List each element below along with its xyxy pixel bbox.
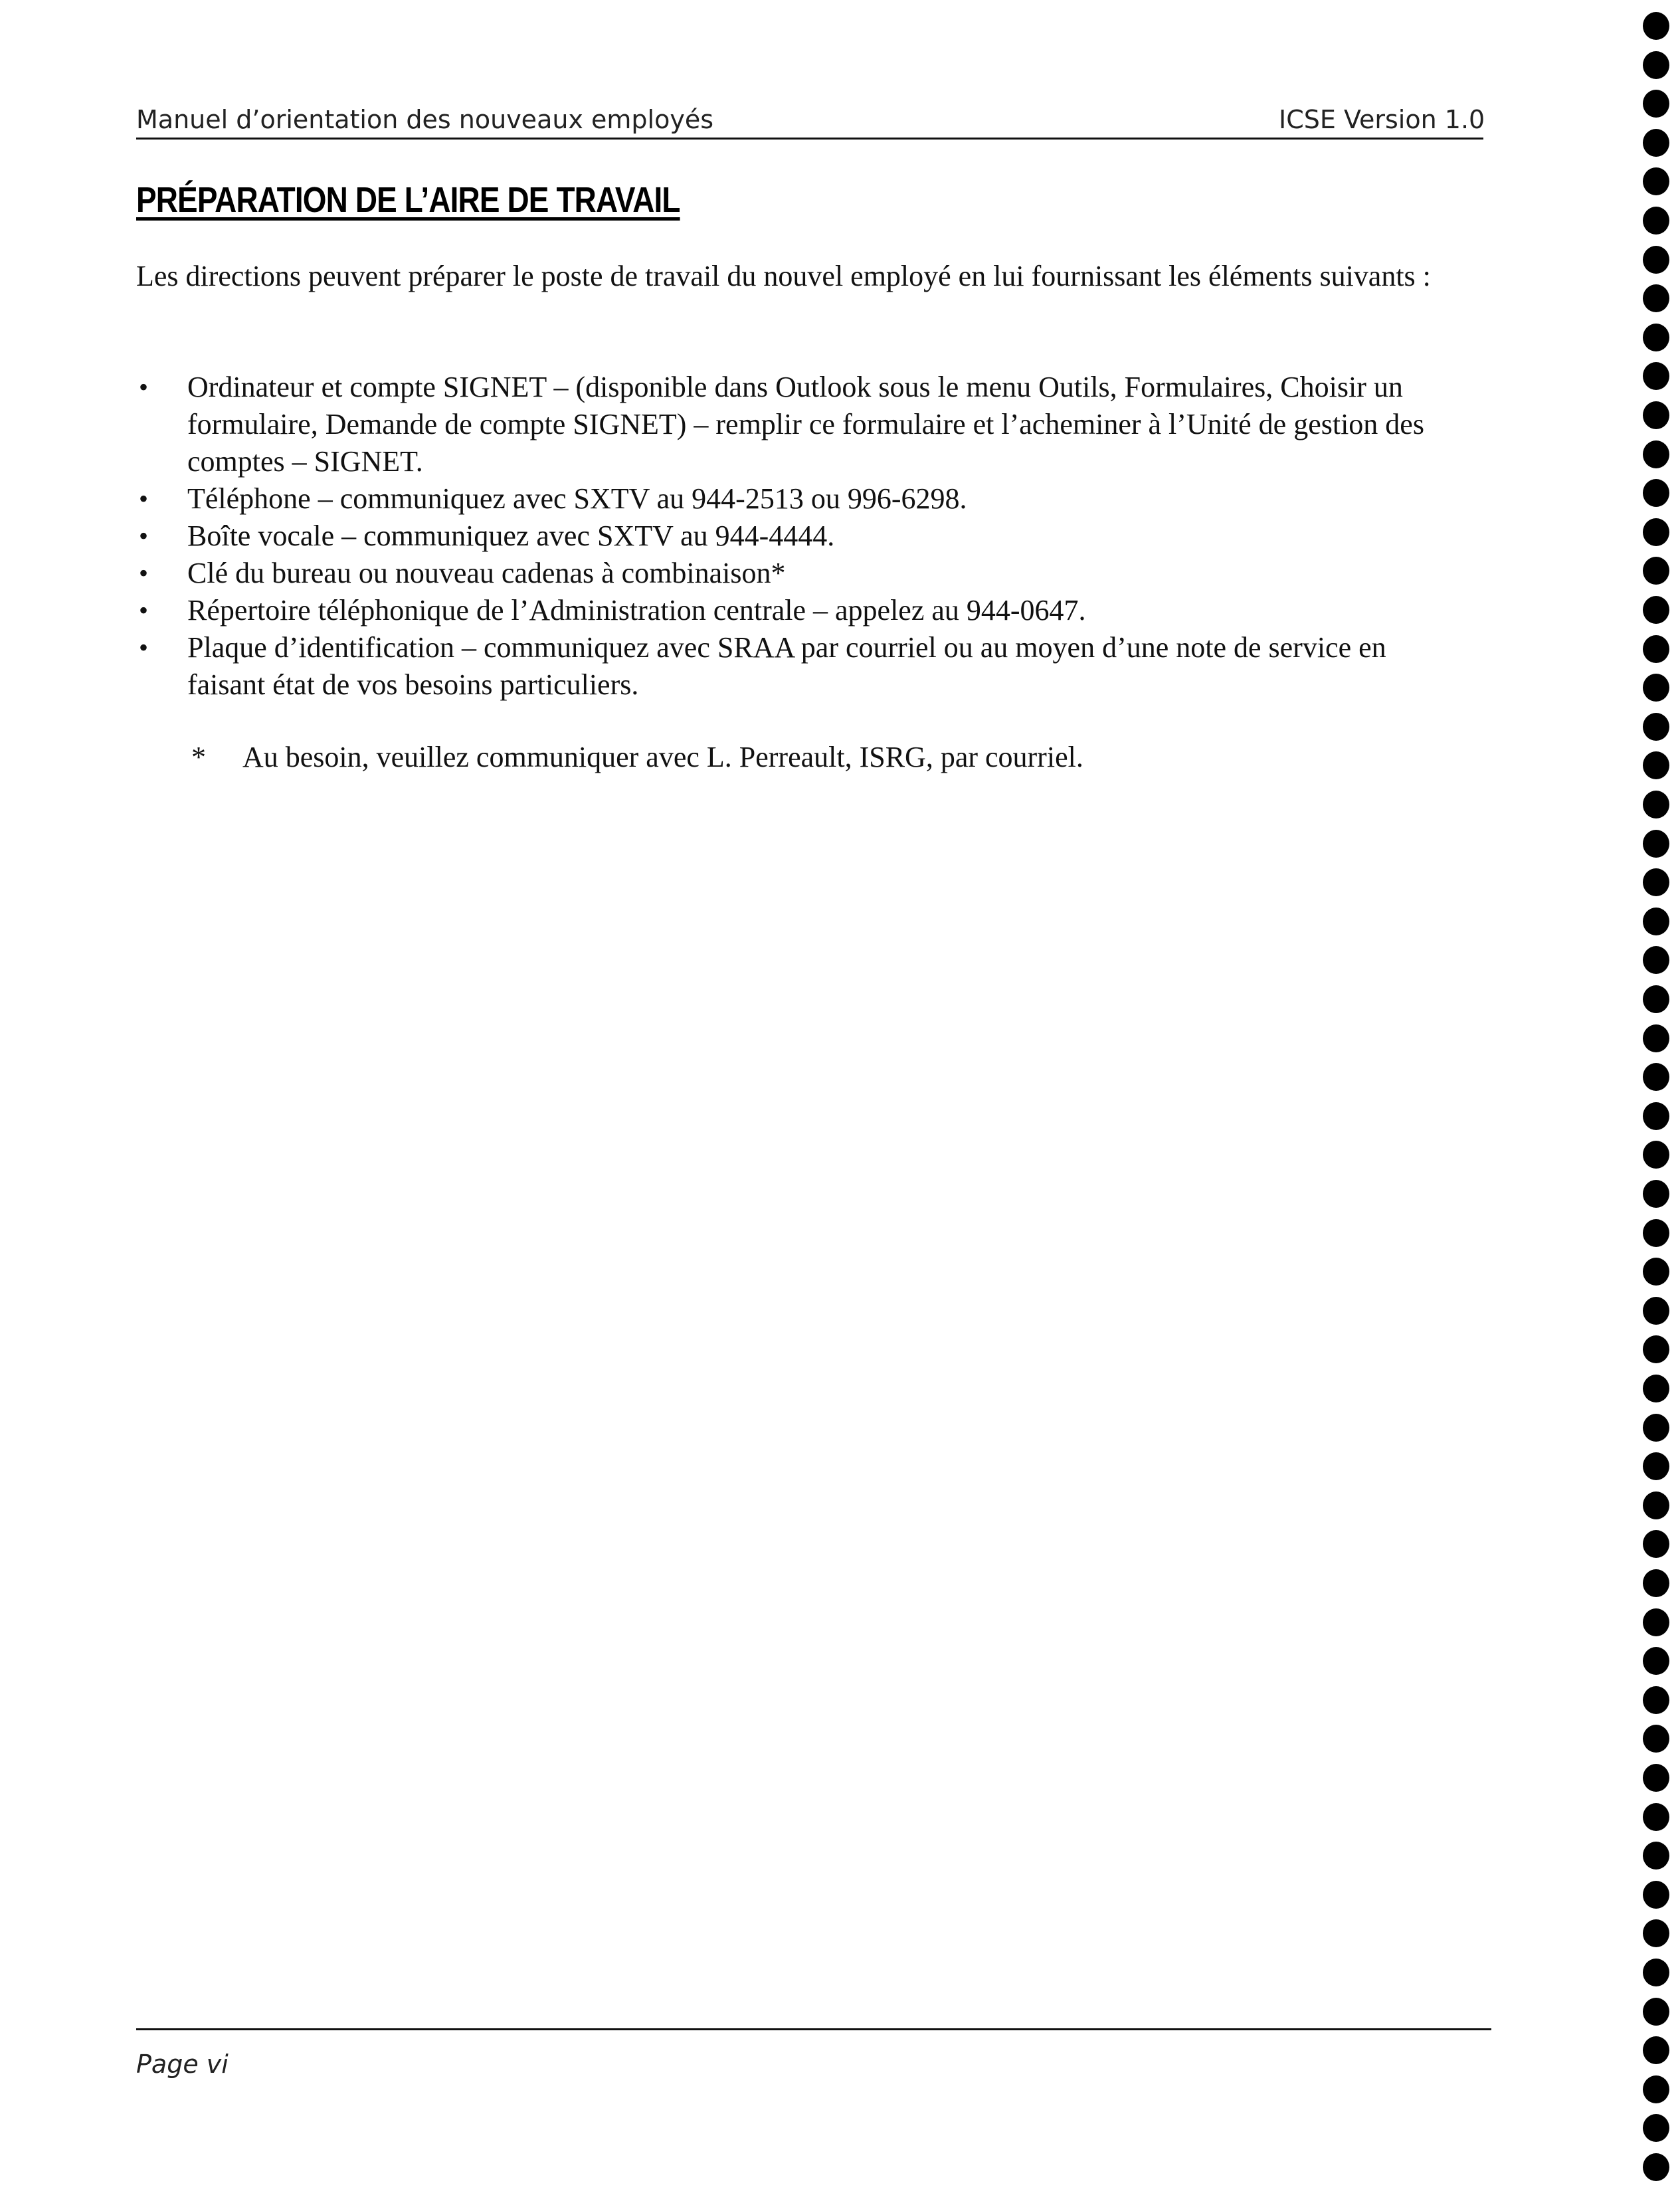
binding-hole-icon	[1643, 751, 1669, 779]
list-item-text: Répertoire téléphonique de l’Administration centrale – appelez au 944-0647.	[187, 594, 1086, 626]
binding-hole-icon	[1643, 51, 1669, 79]
list-item-text: Boîte vocale – communiquez avec SXTV au 944-4444.	[187, 520, 835, 552]
binding-hole-icon	[1643, 1530, 1669, 1558]
bullet-icon: •	[139, 521, 149, 551]
binding-hole-icon	[1643, 1491, 1669, 1519]
binding-hole-icon	[1643, 1297, 1669, 1325]
binding-hole-icon	[1643, 1569, 1669, 1597]
binding-hole-icon	[1643, 1998, 1669, 2026]
list-item-text: Clé du bureau ou nouveau cadenas à combinaison*	[187, 557, 786, 589]
binding-hole-icon	[1643, 1452, 1669, 1480]
footnote-text: Au besoin, veuillez communiquer avec L. Perreault, ISRG, par courriel.	[242, 741, 1083, 773]
binding-hole-icon	[1643, 12, 1669, 40]
binding-hole-icon	[1643, 1024, 1669, 1052]
binding-hole-icon	[1643, 167, 1669, 195]
binding-hole-icon	[1643, 246, 1669, 274]
binding-hole-icon	[1643, 1375, 1669, 1402]
list-item-text: Ordinateur et compte SIGNET – (disponible dans Outlook sous le menu Outils, Formulaires, Choisir un formulaire, Demande de compte SIGNET) – remplir ce formulaire et l’acheminer à l’Unité de gestion des comptes – SIGNET.	[187, 371, 1424, 478]
binding-hole-icon	[1643, 557, 1669, 585]
binding-hole-icon	[1643, 1881, 1669, 1909]
binding-hole-icon	[1643, 440, 1669, 468]
list-item-text: Plaque d’identification – communiquez avec SRAA par courriel ou au moyen d’une note de service en faisant état de vos besoins particuliers.	[187, 631, 1386, 701]
running-header-version: ICSE Version 1.0	[1279, 105, 1485, 134]
list-item	[136, 629, 1465, 704]
binding-hole-icon	[1643, 401, 1669, 429]
list-item	[136, 555, 1465, 592]
binding-hole-icon	[1643, 2036, 1669, 2064]
bullet-icon: •	[139, 372, 149, 402]
list-item	[136, 480, 1465, 518]
footnote	[191, 739, 1083, 776]
binding-hole-icon	[1643, 2075, 1669, 2103]
footnote-marker: *	[191, 741, 206, 773]
binding-hole-icon	[1643, 1335, 1669, 1363]
list-item-text: Téléphone – communiquez avec SXTV au 944-2513 ou 996-6298.	[187, 482, 967, 515]
binding-hole-icon	[1643, 1414, 1669, 1442]
binding-hole-icon	[1643, 635, 1669, 663]
binding-hole-icon	[1643, 90, 1669, 118]
binding-hole-icon	[1643, 791, 1669, 818]
binding-hole-icon	[1643, 985, 1669, 1013]
binding-hole-icon	[1643, 1219, 1669, 1247]
binding-hole-icon	[1643, 1764, 1669, 1792]
binding-hole-icon	[1643, 129, 1669, 157]
binding-hole-icon	[1643, 207, 1669, 235]
binding-hole-icon	[1643, 1608, 1669, 1636]
binding-hole-icon	[1643, 1959, 1669, 1986]
binding-hole-icon	[1643, 674, 1669, 702]
section-title: PRÉPARATION DE L’AIRE DE TRAVAIL	[136, 180, 680, 220]
binding-hole-icon	[1643, 868, 1669, 896]
binding-hole-icon	[1643, 946, 1669, 974]
binding-hole-icon	[1643, 596, 1669, 624]
header-divider	[136, 138, 1483, 140]
binding-hole-icon	[1643, 1686, 1669, 1714]
intro-paragraph: Les directions peuvent préparer le poste de travail du nouvel employé en lui fournissant les éléments suivants :	[136, 260, 1431, 292]
bullet-list	[136, 369, 1465, 704]
binding-hole-icon	[1643, 1141, 1669, 1169]
binding-hole-icon	[1643, 1102, 1669, 1130]
binding-hole-icon	[1643, 2114, 1669, 2142]
binding-hole-icon	[1643, 518, 1669, 546]
binding-hole-icon	[1643, 1842, 1669, 1870]
binding-hole-icon	[1643, 830, 1669, 858]
bullet-icon: •	[139, 595, 149, 625]
list-item	[136, 518, 1465, 555]
list-item	[136, 592, 1465, 629]
binding-hole-icon	[1643, 1725, 1669, 1753]
binding-hole-icon	[1643, 324, 1669, 351]
bullet-icon: •	[139, 558, 149, 588]
binding-hole-icon	[1643, 1803, 1669, 1831]
binding-hole-icon	[1643, 1063, 1669, 1091]
bullet-icon: •	[139, 484, 149, 514]
binding-hole-icon	[1643, 1647, 1669, 1675]
page-number: Page vi	[136, 2050, 229, 2079]
binding-hole-icon	[1643, 713, 1669, 741]
bullet-icon: •	[139, 632, 149, 662]
binding-hole-icon	[1643, 908, 1669, 935]
binding-hole-icon	[1643, 284, 1669, 312]
binding-hole-icon	[1643, 1919, 1669, 1947]
running-header-title: Manuel d’orientation des nouveaux employés	[136, 105, 713, 134]
binding-hole-icon	[1643, 1180, 1669, 1208]
footer-divider	[136, 2028, 1491, 2030]
binding-hole-icon	[1643, 362, 1669, 390]
binding-hole-icon	[1643, 2153, 1669, 2181]
binding-holes	[1637, 0, 1677, 2209]
binding-hole-icon	[1643, 1258, 1669, 1286]
binding-hole-icon	[1643, 479, 1669, 507]
list-item	[136, 369, 1465, 480]
